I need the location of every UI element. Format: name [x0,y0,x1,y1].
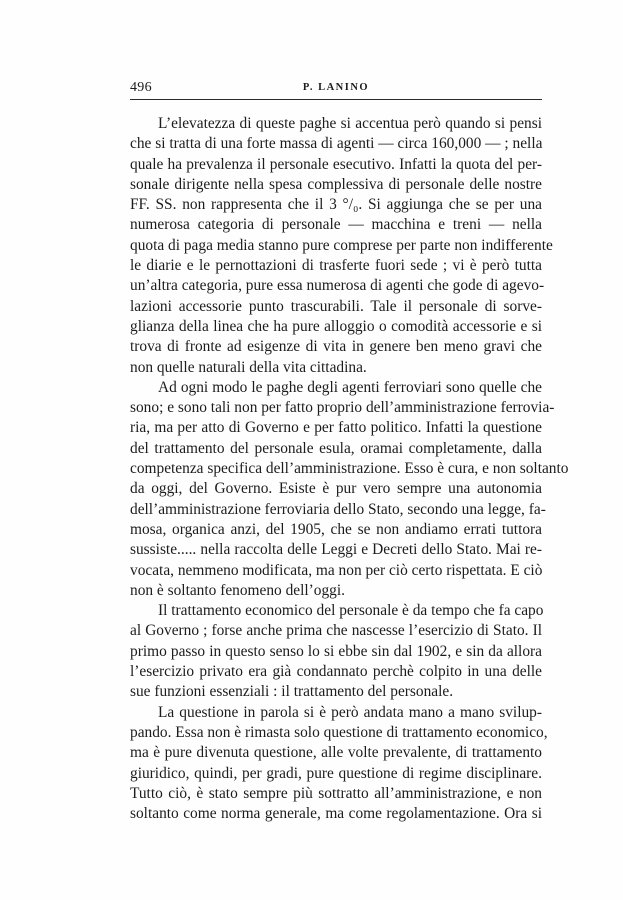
text-line: L’elevatezza di queste paghe si accentua però quando si pensi [158,115,542,132]
text-line: al Governo ; forse anche prima che nascesse l’esercizio di Stato. Il [130,622,542,640]
text-line: mosa, organica anzi, del 1905, che se non andiamo errati tuttora [130,520,542,538]
text-line: da oggi, del Governo. Esiste è pur vero sempre una autonomia [130,480,542,498]
paragraph-2 [130,378,569,601]
text-line: FF. SS. non rappresenta che il 3 °/₀. Si aggiunga che se per una [130,196,542,214]
running-head: P. LANINO [302,82,370,93]
text-line: giuridico, quindi, per gradi, pure questione di regime disciplinare. [130,764,542,782]
text-line: La questione in parola si è però andata mano a mano svilup- [158,703,542,721]
text-line: non quelle naturali della vita cittadina. [130,358,367,376]
text-line: del trattamento del personale esula, oramai completamente, dalla [130,439,542,457]
text-line: trova di fronte ad esigenze di vita in genere ben meno gravi che [130,338,542,356]
paragraph-4 [130,703,548,825]
text-line: soltanto come norma generale, ma come regolamentazione. Ora si [130,805,542,823]
text-line: primo passo in questo senso lo si ebbe sin dal 1902, e sin da allora [130,642,542,660]
text-line: Il trattamento economico del personale è da tempo che fa capo [158,602,544,620]
paragraph-3 [130,601,542,702]
paragraph-1 [130,114,553,378]
text-line: sussiste..... nella raccolta delle Leggi e Decreti dello Stato. Mai re- [130,541,542,559]
text-line: vocata, nemmeno modificata, ma non per ciò certo rispettata. E ciò [130,561,543,579]
text-line: ma è pure divenuta questione, alle volte prevalente, di trattamento [130,744,542,762]
page-number: 496 [130,80,152,95]
text-line: che si tratta di una forte massa di agenti — circa 160,000 — ; nella [130,135,543,153]
text-line: quale ha prevalenza il personale esecutivo. Infatti la quota del per- [130,155,542,173]
text-line: Ad ogni modo le paghe degli agenti ferroviari sono quelle che [158,378,542,396]
page-header [130,80,542,100]
text-line: non è soltanto fenomeno dell’oggi. [130,581,345,599]
text-line: glianza della linea che ha pure alloggio o comodità accessorie e si [130,317,542,335]
text-line: dell’amministrazione ferroviaria dello Stato, secondo una legge, fa- [130,500,546,518]
text-line: competenza specifica dell’amministrazione. Esso è cura, e non soltanto [130,460,569,478]
text-line: quota di paga media stanno pure comprese per parte non indifferente [130,236,553,254]
header-rule [130,99,542,100]
body-text [130,114,569,824]
text-line: sonale dirigente nella spesa complessiva di personale delle nostre [130,175,542,193]
text-line: sono; e sono tali non per fatto proprio dell’amministrazione ferrovia- [130,399,555,417]
text-line: le diarie e le pernottazioni di trasferte fuori sede ; vi è però tutta [130,257,542,275]
text-line: pando. Essa non è rimasta solo questione di trattamento economico, [130,723,548,741]
text-line: numerosa categoria di personale — macchina e treni — nella [130,216,542,234]
text-line: l’esercizio privato era già condannato perchè colpito in una delle [130,663,542,681]
text-line: lazioni accessorie punto trascurabili. Tale il personale di sorve- [130,297,542,315]
text-line: un’altra categoria, pure essa numerosa di agenti che gode di agevo- [130,277,545,295]
text-line: Tutto ciò, è stato sempre più sottratto all’amministrazione, e non [130,784,542,802]
text-line: ria, ma per atto di Governo e per fatto politico. Infatti la questione [130,419,542,437]
text-line: sue funzioni essenziali : il trattamento del personale. [130,683,454,701]
